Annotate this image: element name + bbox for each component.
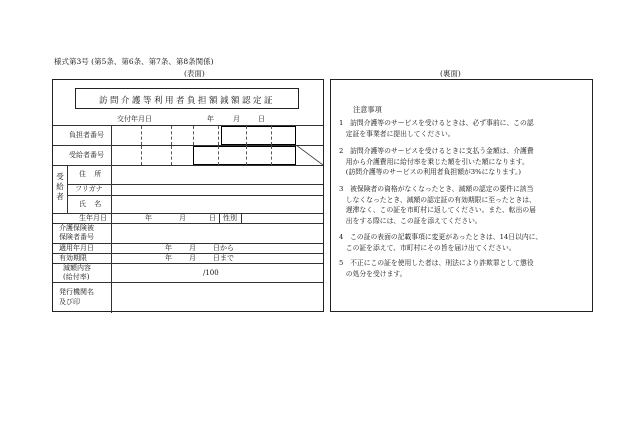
apply-suffix: 日から — [213, 244, 234, 252]
birth-date-label: 生年月日 — [79, 214, 107, 222]
recipient-group-label: 受給者 — [56, 172, 64, 201]
reduction-label: 減額内容 — [63, 264, 91, 272]
sex-label: 性別 — [223, 214, 237, 222]
birth-month: 月 — [179, 214, 186, 222]
expiry-month: 月 — [189, 254, 196, 262]
front-card — [52, 79, 324, 312]
insured-number-box[interactable] — [221, 126, 296, 145]
front-side-label: (表面) — [184, 69, 205, 78]
recipient-number-label: 受給者番号 — [69, 151, 104, 159]
issue-day: 日 — [258, 115, 265, 123]
note-item: 2 訪問介護等のサービスを受けるときに支払う金額は、介護費 用から介護費用に給付率を乗じた額を引いた額になります。 (訪問介護等のサービスの利用者負担額が3%になります。) — [339, 147, 534, 176]
apply-month: 月 — [189, 244, 196, 252]
issue-month: 月 — [233, 115, 240, 123]
apply-year: 年 — [165, 244, 172, 252]
form-number-label: 様式第3号 (第5条、第6条、第7条、第8条関係) — [54, 57, 214, 66]
note-item: 1 訪問介護等のサービスを受けるときは、必ず事前に、この認 定証を事業者に提出してください。 — [339, 119, 534, 138]
expiry-label: 有効期限 — [59, 254, 87, 262]
note-item: 4 この証の表面の記載事項に変更があったときは、14日以内に、 この証を添えて、市町村にその旨を届け出てください。 — [339, 233, 543, 252]
note-item: 3 被保険者の資格がなくなったとき、減額の認定の要件に該当 しなくなったとき、減額の認定証の有効期限に至ったときは、 遅滞なく、この証を市町村に返してください。また、転出の届 出をする際には、この証を添えてください。 — [339, 185, 536, 225]
birth-day: 日 — [209, 214, 216, 222]
note-item: 5 不正にこの証を使用した者は、刑法により詐欺罪として懲役 の処分を受けます。 — [339, 259, 534, 278]
expiry-suffix: 日まで — [213, 254, 234, 262]
reduction-rate-label: (給付率) — [63, 273, 90, 281]
reduction-value: /100 — [203, 269, 219, 277]
expiry-year: 年 — [165, 254, 172, 262]
insurer-label-2: 保険者番号 — [59, 233, 94, 241]
issue-year: 年 — [207, 115, 214, 123]
birth-year: 年 — [145, 214, 152, 222]
issue-date-label: 交付年月日 — [117, 115, 152, 123]
insured-number-label: 負担者番号 — [69, 131, 104, 139]
notes-title: 注意事項 — [353, 105, 382, 114]
address-label: 住 所 — [79, 170, 105, 178]
insurer-label-1: 介護保険被 — [59, 224, 94, 232]
name-label: 氏 名 — [79, 200, 105, 208]
issuer-label-1: 発行機関名 — [59, 288, 94, 296]
card-title: 訪問介護等利用者負担額減額認定証 — [98, 96, 275, 106]
back-side-label: (裏面) — [440, 69, 461, 78]
back-card — [330, 79, 593, 312]
diagonal-mark — [296, 145, 323, 165]
issuer-label-2: 及び印 — [59, 298, 80, 306]
apply-date-label: 適用年月日 — [59, 244, 94, 252]
recipient-number-box[interactable] — [193, 146, 296, 165]
title-box — [75, 88, 299, 109]
furigana-label: フリガナ — [75, 185, 103, 193]
